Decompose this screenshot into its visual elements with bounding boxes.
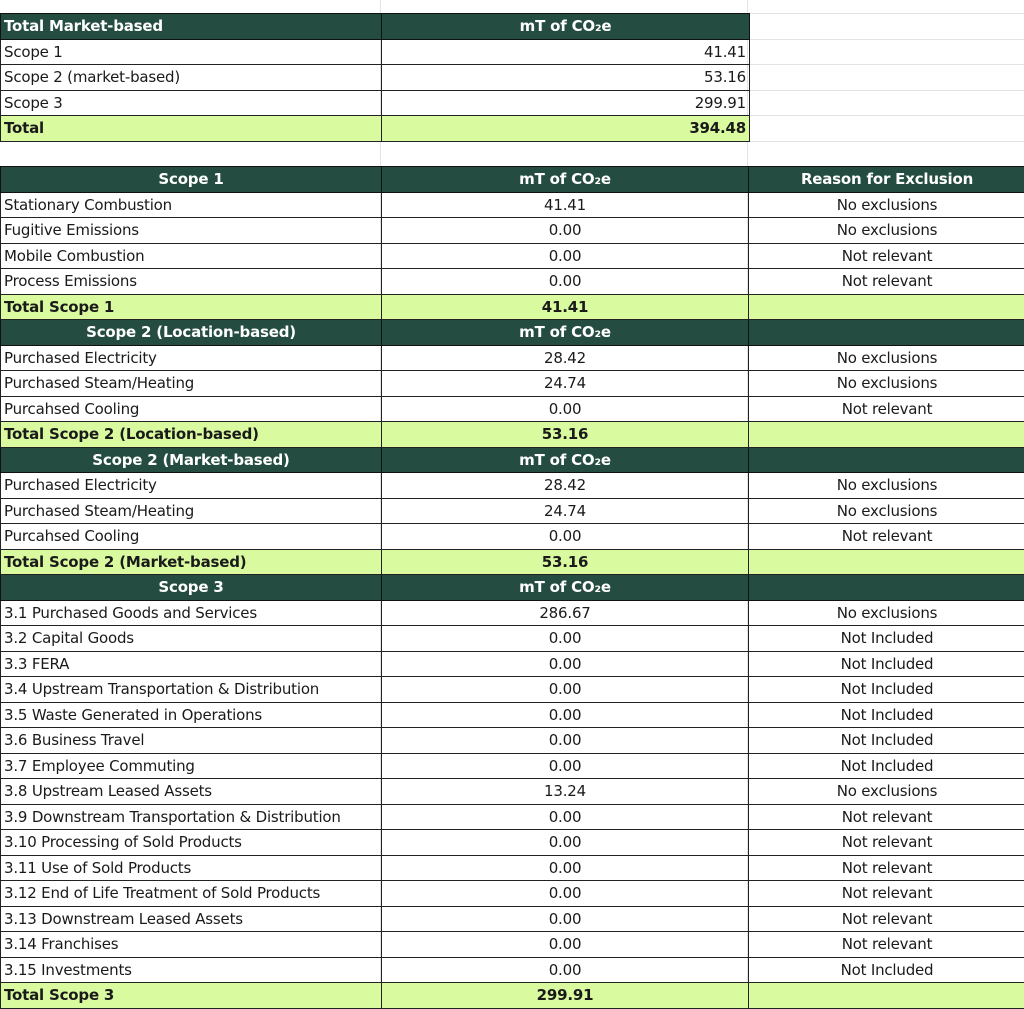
row-category-label[interactable]: Fugitive Emissions <box>1 218 382 244</box>
row-category-label[interactable]: 3.4 Upstream Transportation & Distribution <box>1 677 382 703</box>
row-category-label[interactable]: 3.8 Upstream Leased Assets <box>1 779 382 805</box>
section-header-reason[interactable] <box>749 447 1024 473</box>
summary-row-label[interactable]: Scope 2 (market-based) <box>1 65 382 91</box>
table-row <box>1 651 1024 677</box>
row-exclusion-reason[interactable]: Not Included <box>749 626 1024 652</box>
summary-total-value[interactable]: 394.48 <box>382 116 750 142</box>
summary-row-value[interactable]: 299.91 <box>382 90 750 116</box>
row-exclusion-reason[interactable]: Not Included <box>749 753 1024 779</box>
table-row <box>1 855 1024 881</box>
row-emissions-value[interactable]: 286.67 <box>382 600 749 626</box>
row-exclusion-reason[interactable]: No exclusions <box>749 218 1024 244</box>
row-exclusion-reason[interactable]: No exclusions <box>749 600 1024 626</box>
section-total-label[interactable]: Total Scope 2 (Location-based) <box>1 422 382 448</box>
row-emissions-value[interactable]: 28.42 <box>382 473 749 499</box>
section-total-label[interactable]: Total Scope 3 <box>1 983 382 1009</box>
row-category-label[interactable]: 3.10 Processing of Sold Products <box>1 830 382 856</box>
row-emissions-value[interactable]: 0.00 <box>382 804 749 830</box>
summary-row-value[interactable]: 53.16 <box>382 65 750 91</box>
summary-row-label[interactable]: Scope 3 <box>1 90 382 116</box>
section-total-row <box>1 983 1024 1009</box>
row-category-label[interactable]: Purchased Steam/Heating <box>1 371 382 397</box>
row-category-label[interactable]: Purcahsed Cooling <box>1 524 382 550</box>
table-row <box>1 218 1024 244</box>
section-header-unit[interactable]: mT of CO₂e <box>382 575 749 601</box>
section-total-value[interactable]: 299.91 <box>382 983 749 1009</box>
section-total-reason[interactable] <box>749 549 1024 575</box>
section-total-label[interactable]: Total Scope 2 (Market-based) <box>1 549 382 575</box>
row-category-label[interactable]: 3.5 Waste Generated in Operations <box>1 702 382 728</box>
row-exclusion-reason[interactable]: Not relevant <box>749 881 1024 907</box>
row-category-label[interactable]: 3.15 Investments <box>1 957 382 983</box>
row-emissions-value[interactable]: 0.00 <box>382 881 749 907</box>
section-header-reason[interactable]: Reason for Exclusion <box>749 167 1024 193</box>
row-exclusion-reason[interactable]: Not relevant <box>749 269 1024 295</box>
table-row <box>1 192 1024 218</box>
row-category-label[interactable]: 3.7 Employee Commuting <box>1 753 382 779</box>
section-header-label[interactable]: Scope 1 <box>1 167 382 193</box>
table-row <box>1 728 1024 754</box>
table-row <box>1 753 1024 779</box>
summary-total-row <box>1 116 750 142</box>
table-row <box>1 243 1024 269</box>
row-category-label[interactable]: 3.2 Capital Goods <box>1 626 382 652</box>
section-header-row <box>1 447 1024 473</box>
row-emissions-value[interactable]: 0.00 <box>382 957 749 983</box>
table-row <box>1 626 1024 652</box>
row-category-label[interactable]: 3.13 Downstream Leased Assets <box>1 906 382 932</box>
row-exclusion-reason[interactable]: Not relevant <box>749 932 1024 958</box>
section-total-reason[interactable] <box>749 983 1024 1009</box>
summary-table <box>0 13 750 142</box>
row-exclusion-reason[interactable]: Not relevant <box>749 830 1024 856</box>
row-exclusion-reason[interactable]: Not Included <box>749 651 1024 677</box>
section-header-row <box>1 575 1024 601</box>
table-row <box>1 830 1024 856</box>
summary-row-label[interactable]: Scope 1 <box>1 39 382 65</box>
table-row <box>1 881 1024 907</box>
table-row <box>1 779 1024 805</box>
table-row <box>1 906 1024 932</box>
row-emissions-value[interactable]: 0.00 <box>382 524 749 550</box>
row-emissions-value[interactable]: 0.00 <box>382 269 749 295</box>
row-emissions-value[interactable]: 0.00 <box>382 218 749 244</box>
row-emissions-value[interactable]: 24.74 <box>382 498 749 524</box>
table-row <box>1 345 1024 371</box>
row-emissions-value[interactable]: 0.00 <box>382 396 749 422</box>
row-category-label[interactable]: 3.14 Franchises <box>1 932 382 958</box>
emissions-detail-table <box>0 166 1024 1009</box>
section-header-unit[interactable]: mT of CO₂e <box>382 447 749 473</box>
table-row <box>1 498 1024 524</box>
row-category-label[interactable]: 3.3 FERA <box>1 651 382 677</box>
row-category-label[interactable]: 3.12 End of Life Treatment of Sold Products <box>1 881 382 907</box>
row-emissions-value[interactable]: 0.00 <box>382 677 749 703</box>
section-total-reason[interactable] <box>749 294 1024 320</box>
row-emissions-value[interactable]: 24.74 <box>382 371 749 397</box>
summary-row <box>1 39 750 65</box>
section-header-label[interactable]: Scope 2 (Market-based) <box>1 447 382 473</box>
row-emissions-value[interactable]: 13.24 <box>382 779 749 805</box>
section-header-label[interactable]: Scope 3 <box>1 575 382 601</box>
table-row <box>1 957 1024 983</box>
row-emissions-value[interactable]: 41.41 <box>382 192 749 218</box>
table-row <box>1 932 1024 958</box>
summary-row <box>1 90 750 116</box>
row-exclusion-reason[interactable]: Not Included <box>749 702 1024 728</box>
summary-header-label[interactable]: Total Market-based <box>1 14 382 40</box>
row-category-label[interactable]: Purchased Steam/Heating <box>1 498 382 524</box>
row-exclusion-reason[interactable]: No exclusions <box>749 473 1024 499</box>
row-emissions-value[interactable]: 0.00 <box>382 702 749 728</box>
summary-header-unit[interactable]: mT of CO₂e <box>382 14 750 40</box>
row-emissions-value[interactable]: 0.00 <box>382 651 749 677</box>
section-total-row <box>1 422 1024 448</box>
row-emissions-value[interactable]: 0.00 <box>382 243 749 269</box>
row-exclusion-reason[interactable]: Not relevant <box>749 396 1024 422</box>
row-emissions-value[interactable]: 0.00 <box>382 830 749 856</box>
row-category-label[interactable]: 3.9 Downstream Transportation & Distribution <box>1 804 382 830</box>
emissions-detail-body <box>1 167 1024 1009</box>
summary-row <box>1 65 750 91</box>
section-header-row <box>1 320 1024 346</box>
row-exclusion-reason[interactable]: Not relevant <box>749 855 1024 881</box>
row-category-label[interactable]: Mobile Combustion <box>1 243 382 269</box>
section-total-value[interactable]: 53.16 <box>382 422 749 448</box>
row-exclusion-reason[interactable]: No exclusions <box>749 498 1024 524</box>
table-row <box>1 677 1024 703</box>
row-emissions-value[interactable]: 0.00 <box>382 626 749 652</box>
row-category-label[interactable]: Purchased Electricity <box>1 473 382 499</box>
row-category-label[interactable]: 3.1 Purchased Goods and Services <box>1 600 382 626</box>
section-header-label[interactable]: Scope 2 (Location-based) <box>1 320 382 346</box>
row-category-label[interactable]: Purcahsed Cooling <box>1 396 382 422</box>
table-row <box>1 396 1024 422</box>
row-exclusion-reason[interactable]: Not relevant <box>749 906 1024 932</box>
table-row <box>1 473 1024 499</box>
row-emissions-value[interactable]: 0.00 <box>382 855 749 881</box>
row-exclusion-reason[interactable]: Not Included <box>749 728 1024 754</box>
row-exclusion-reason[interactable]: Not Included <box>749 677 1024 703</box>
row-exclusion-reason[interactable]: Not relevant <box>749 243 1024 269</box>
section-total-row <box>1 549 1024 575</box>
row-emissions-value[interactable]: 28.42 <box>382 345 749 371</box>
row-emissions-value[interactable]: 0.00 <box>382 753 749 779</box>
row-category-label[interactable]: 3.6 Business Travel <box>1 728 382 754</box>
section-header-reason[interactable] <box>749 575 1024 601</box>
row-emissions-value[interactable]: 0.00 <box>382 728 749 754</box>
row-exclusion-reason[interactable]: Not relevant <box>749 804 1024 830</box>
row-exclusion-reason[interactable]: Not Included <box>749 957 1024 983</box>
table-row <box>1 269 1024 295</box>
table-row <box>1 371 1024 397</box>
summary-row-value[interactable]: 41.41 <box>382 39 750 65</box>
summary-total-label[interactable]: Total <box>1 116 382 142</box>
section-header-row <box>1 167 1024 193</box>
section-total-value[interactable]: 41.41 <box>382 294 749 320</box>
table-row <box>1 524 1024 550</box>
row-exclusion-reason[interactable]: No exclusions <box>749 371 1024 397</box>
section-total-row <box>1 294 1024 320</box>
table-row <box>1 804 1024 830</box>
row-emissions-value[interactable]: 0.00 <box>382 932 749 958</box>
section-header-unit[interactable]: mT of CO₂e <box>382 320 749 346</box>
section-header-unit[interactable]: mT of CO₂e <box>382 167 749 193</box>
section-total-label[interactable]: Total Scope 1 <box>1 294 382 320</box>
table-row <box>1 600 1024 626</box>
row-exclusion-reason[interactable]: No exclusions <box>749 192 1024 218</box>
row-category-label[interactable]: Process Emissions <box>1 269 382 295</box>
summary-header-row <box>1 14 750 40</box>
row-exclusion-reason[interactable]: No exclusions <box>749 345 1024 371</box>
row-exclusion-reason[interactable]: No exclusions <box>749 779 1024 805</box>
row-emissions-value[interactable]: 0.00 <box>382 906 749 932</box>
row-exclusion-reason[interactable]: Not relevant <box>749 524 1024 550</box>
section-total-value[interactable]: 53.16 <box>382 549 749 575</box>
row-category-label[interactable]: 3.11 Use of Sold Products <box>1 855 382 881</box>
row-category-label[interactable]: Purchased Electricity <box>1 345 382 371</box>
section-header-reason[interactable] <box>749 320 1024 346</box>
section-total-reason[interactable] <box>749 422 1024 448</box>
row-category-label[interactable]: Stationary Combustion <box>1 192 382 218</box>
table-row <box>1 702 1024 728</box>
